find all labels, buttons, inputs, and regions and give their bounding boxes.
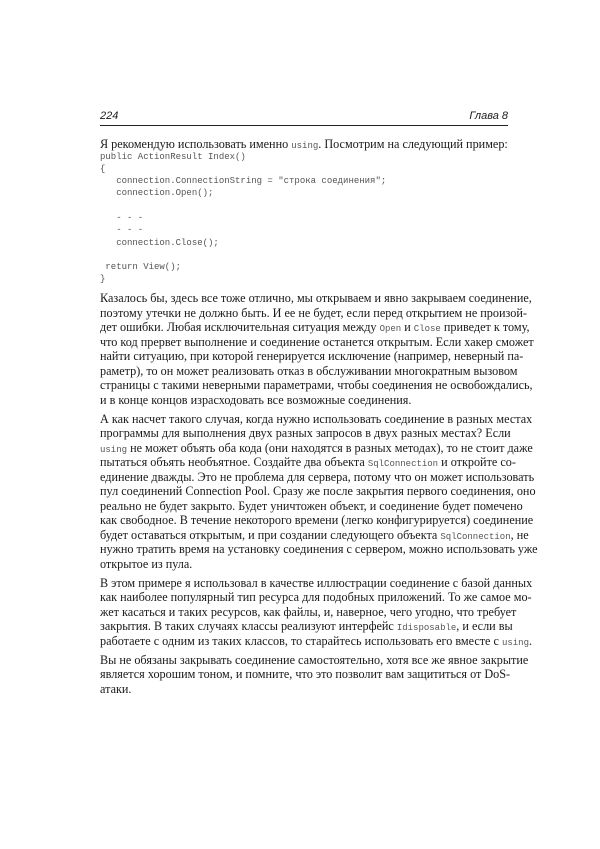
inline-code: SqlConnection bbox=[367, 459, 439, 470]
paragraph bbox=[100, 287, 534, 408]
text-run: является хорошим тоном, и помните, что это позволит вам защититься от DoS- bbox=[100, 667, 511, 682]
text-run: открытое из пула. bbox=[100, 556, 193, 571]
text-line bbox=[100, 363, 518, 379]
text-line bbox=[100, 291, 532, 306]
text-run: пытаться объять необъятное. Создайте два объекта bbox=[100, 455, 368, 470]
text-run: работаете с одним из таких классов, то старайтесь использовать его вместе с bbox=[100, 633, 502, 648]
text-line bbox=[100, 604, 517, 620]
text-line bbox=[100, 513, 534, 528]
inline-code: Idisposable bbox=[396, 623, 457, 634]
text-line bbox=[100, 667, 511, 682]
text-run: атаки. bbox=[100, 681, 132, 696]
text-line bbox=[100, 542, 538, 557]
text-run: раметр), то он может реализовать отказ в обслуживании многократным вызовом bbox=[100, 363, 518, 378]
text-run: что код прервет выполнение и соединение останется открытым. Если хакер сможет bbox=[100, 334, 534, 349]
text-run: нужно тратить время на установку соединения с сервером, можно использовать уже bbox=[100, 542, 538, 557]
text-run: , и если вы bbox=[456, 619, 513, 634]
text-line bbox=[100, 575, 533, 591]
text-run: дет ошибки. Любая исключительная ситуация между bbox=[100, 320, 380, 335]
code-line: - - - bbox=[100, 225, 144, 236]
text-line bbox=[100, 557, 508, 572]
header-rule bbox=[100, 125, 508, 126]
text-line bbox=[100, 455, 516, 470]
text-line bbox=[100, 652, 529, 668]
code-line bbox=[100, 201, 508, 213]
inline-code: using bbox=[501, 637, 529, 648]
text-line bbox=[100, 469, 535, 485]
text-run: . Посмотрим на следующий пример: bbox=[318, 137, 508, 151]
text-line bbox=[100, 484, 536, 499]
text-run: . bbox=[528, 633, 533, 648]
code-line bbox=[100, 250, 508, 262]
paragraph bbox=[100, 648, 529, 696]
text-run: В этом примере я использовал в качестве иллюстрации соединение с базой данных bbox=[100, 575, 533, 590]
page-header bbox=[100, 110, 508, 124]
text-run: пул соединений Connection Pool. Сразу же после закрытия первого соединения, оно bbox=[100, 484, 536, 499]
text-line bbox=[100, 411, 533, 427]
code-line: return View(); bbox=[100, 262, 182, 273]
text-run: реально не будет закрыто. Будет уничтожен объект, и соединение будет помечено bbox=[100, 498, 523, 513]
text-run: программы для выполнения двух разных запросов в двух разных местах? Если bbox=[100, 426, 511, 441]
page-number: 224 bbox=[100, 110, 119, 122]
code-line: } bbox=[100, 274, 106, 285]
paragraph bbox=[100, 407, 538, 571]
text-run: А как насчет такого случая, когда нужно использовать соединение в разных местах bbox=[100, 411, 533, 426]
text-line bbox=[100, 378, 533, 393]
text-run: Я рекомендую использовать именно bbox=[100, 137, 292, 151]
inline-code: SqlConnection bbox=[440, 531, 511, 542]
chapter-title: Глава 8 bbox=[469, 110, 508, 122]
text-line bbox=[100, 320, 530, 335]
code-line: { bbox=[100, 163, 106, 174]
text-line bbox=[100, 426, 511, 441]
code-line: - - - bbox=[100, 212, 144, 223]
text-run: Вы не обязаны закрывать соединение самостоятельно, хотя все же явное закрытие bbox=[100, 652, 529, 667]
code-block bbox=[100, 152, 508, 287]
text-run: как свободное. В течение некоторого времени (легко конфигурируется) соединение bbox=[100, 513, 534, 528]
text-run: и откройте со- bbox=[438, 455, 516, 470]
text-line bbox=[100, 590, 532, 605]
text-line bbox=[100, 334, 534, 350]
text-run: будет оставаться открытым, и при создании следующего объекта bbox=[100, 527, 441, 542]
text-run: Казалось бы, здесь все тоже отлично, мы открываем и явно закрываем соединение, bbox=[100, 291, 532, 306]
text-line bbox=[100, 305, 527, 321]
text-run: и bbox=[401, 320, 414, 335]
text-run: единение дважды. Это не проблема для сервера, потому что он может использовать bbox=[100, 469, 535, 484]
text-run: поэтому утечки не должно быть. И ее не будет, если перед открытием не произой- bbox=[100, 305, 527, 320]
text-line bbox=[100, 349, 524, 364]
paragraph bbox=[100, 137, 508, 152]
text-line bbox=[100, 633, 533, 649]
text-line bbox=[100, 137, 508, 152]
code-line: connection.Close(); bbox=[100, 237, 219, 248]
text-run: найти ситуацию, при которой генерируется исключение (например, неверный па- bbox=[100, 349, 524, 364]
text-line bbox=[100, 440, 533, 456]
text-run: как наиболее популярный тип ресурса для подобных приложений. То же самое мо- bbox=[100, 590, 532, 605]
inline-code: using bbox=[291, 141, 319, 151]
text-run: не может объять оба кода (они находятся в разных методах), то не стоит даже bbox=[127, 440, 533, 455]
paragraph bbox=[100, 571, 533, 648]
text-run: страницы с такими неверными параметрами, чтобы соединения не освобождались, bbox=[100, 378, 533, 393]
text-line bbox=[100, 393, 508, 408]
text-run: и в конце концов израсходовать все возможные соединения. bbox=[100, 392, 412, 407]
page-body bbox=[100, 137, 538, 696]
text-run: приведет к тому, bbox=[440, 320, 530, 335]
text-line bbox=[100, 527, 529, 543]
text-line bbox=[100, 682, 508, 697]
text-line bbox=[100, 619, 513, 634]
text-run: , не bbox=[510, 527, 529, 542]
inline-code: Open bbox=[379, 324, 402, 335]
code-line: connection.Open(); bbox=[100, 188, 214, 199]
code-line: public ActionResult Index() bbox=[100, 151, 246, 162]
text-run: закрытия. В таких случаях классы реализуют интерфейс bbox=[100, 619, 397, 634]
code-line: connection.ConnectionString = "строка соединения"; bbox=[100, 176, 387, 187]
text-line bbox=[100, 498, 523, 514]
text-run: жет касаться и таких ресурсов, как файлы, и, наверное, чего угодно, что требует bbox=[100, 604, 517, 619]
inline-code: using bbox=[100, 444, 128, 455]
inline-code: Close bbox=[413, 324, 441, 335]
